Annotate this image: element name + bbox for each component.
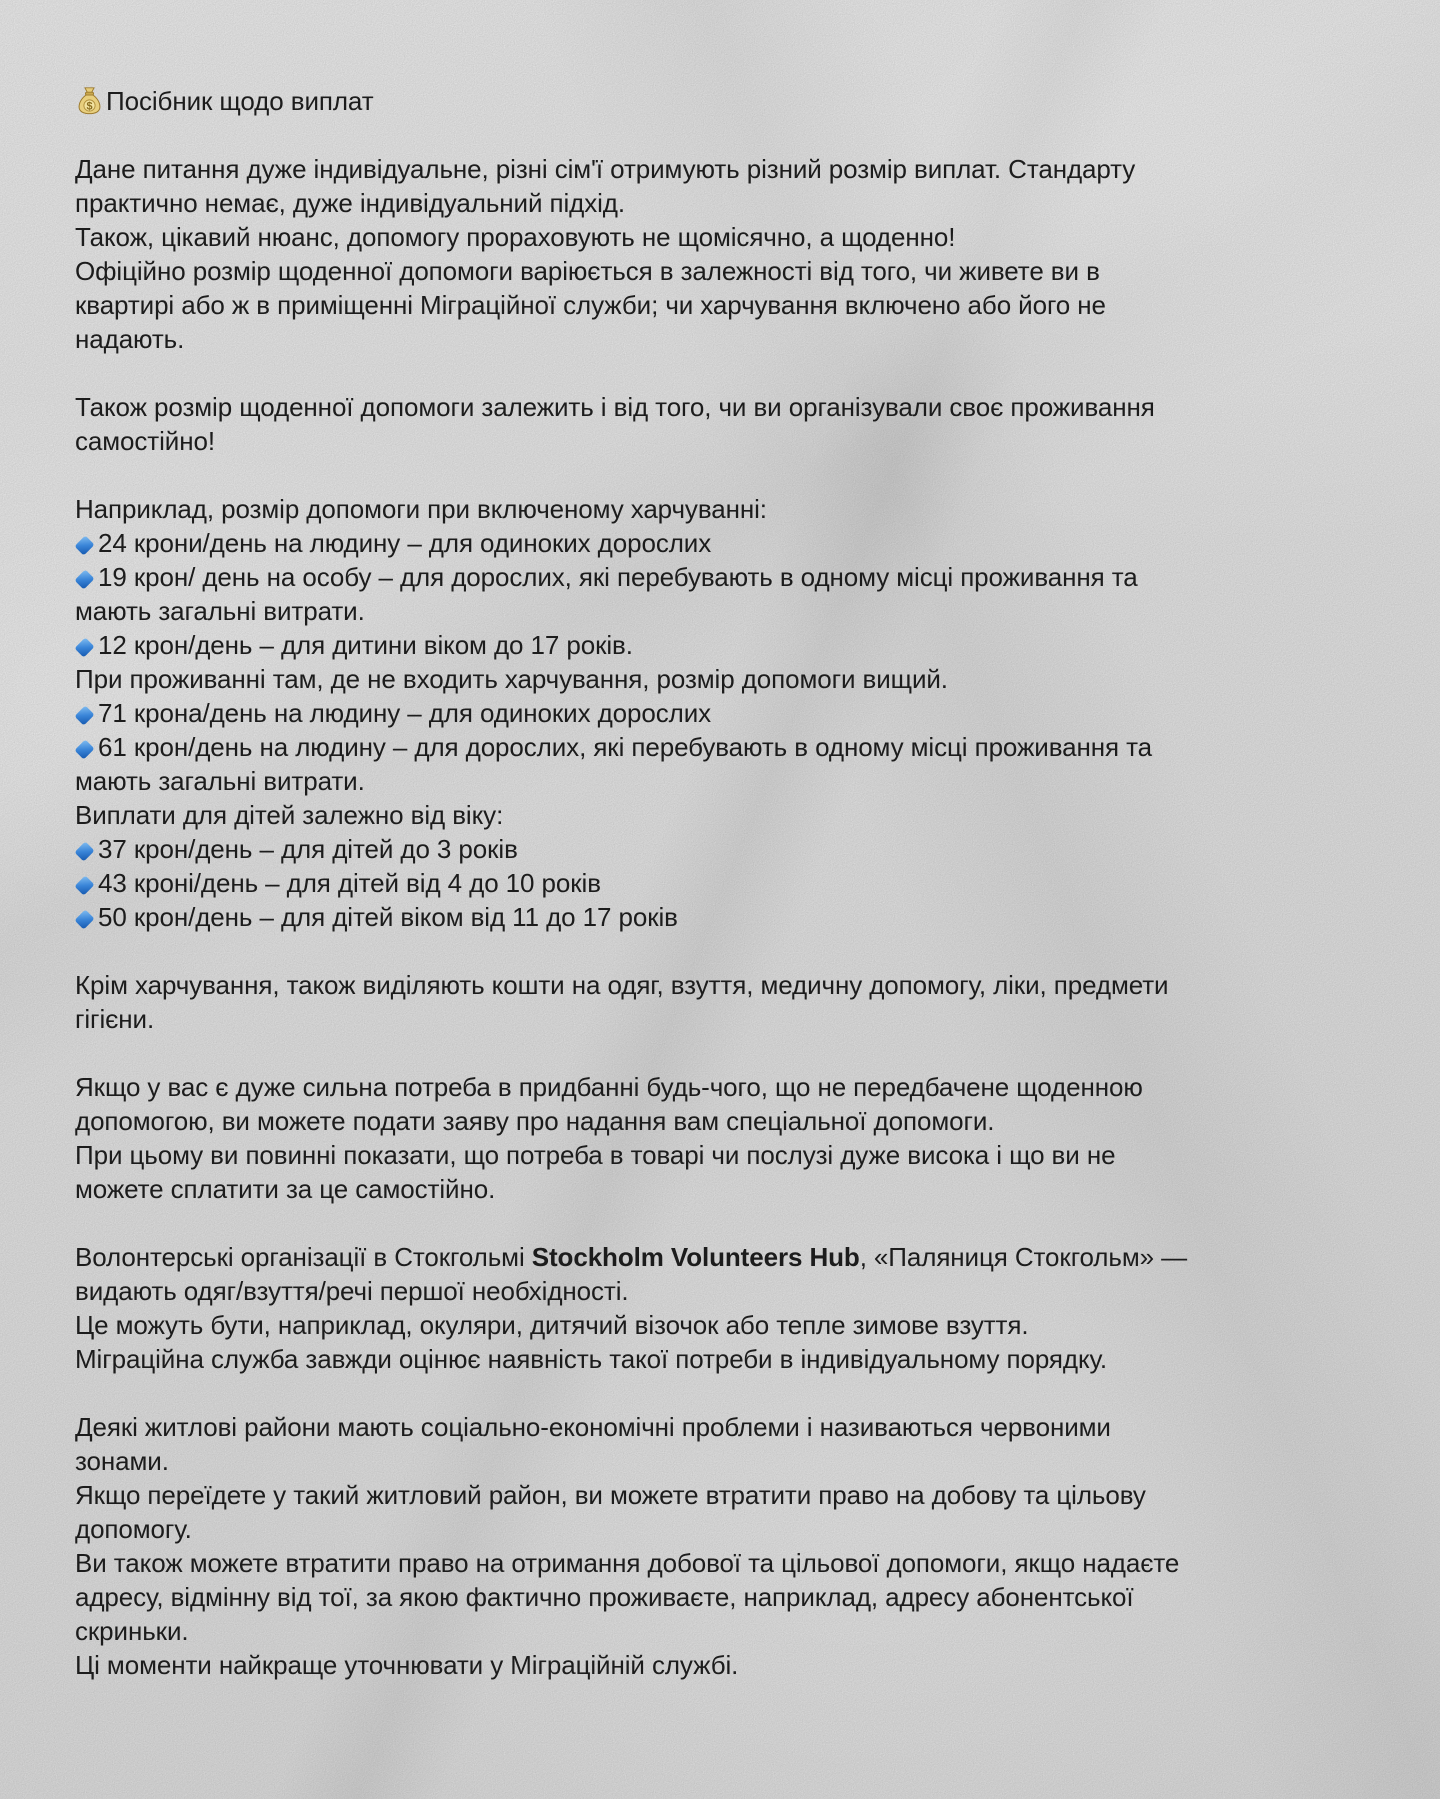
- money-bag-icon: [75, 86, 104, 115]
- text-line: [75, 152, 1190, 220]
- text-run: Якщо у вас є дуже сильна потреба в придбанні будь-чого, що не передбачене щоденною допомогою, ви можете подати заяву про надання вам спеціальної допомоги.: [75, 1072, 1143, 1136]
- text-run: Міграційна служба завжди оцінює наявність такої потреби в індивідуальному порядку.: [75, 1344, 1107, 1374]
- text-run: Волонтерські організації в Стокгольмі: [75, 1242, 532, 1272]
- paragraph: [75, 1070, 1190, 1206]
- svg-text:$: $: [86, 100, 93, 113]
- paragraph: [75, 492, 1190, 934]
- text-run: 50 крон/день – для дітей віком від 11 до 17 років: [98, 902, 678, 932]
- text-line: [75, 1070, 1190, 1138]
- blue-diamond-icon: [74, 739, 94, 759]
- text-line: [75, 798, 1190, 832]
- text-run: При цьому ви повинні показати, що потреба в товарі чи послузі дуже висока і що ви не можете сплатити за це самостійно.: [75, 1140, 1116, 1204]
- text-line: [75, 220, 1190, 254]
- text-run: Це можуть бути, наприклад, окуляри, дитячий візочок або тепле зимове взуття.: [75, 1310, 1029, 1340]
- text-run: 71 крона/день на людину – для одиноких дорослих: [98, 698, 712, 728]
- blue-diamond-icon: [74, 841, 94, 861]
- text-run: 37 крон/день – для дітей до 3 років: [98, 834, 518, 864]
- text-line: [75, 390, 1190, 458]
- text-line: [75, 1410, 1190, 1478]
- blue-diamond-icon: [74, 535, 94, 555]
- page-title: [75, 84, 1190, 118]
- text-line: [75, 1342, 1190, 1376]
- text-line: [75, 492, 1190, 526]
- text-run: Дане питання дуже індивідуальне, різні сім'ї отримують різний розмір виплат. Стандарту практично немає, дуже індивідуальний підхід.: [75, 154, 1136, 218]
- text-run: 12 крон/день – для дитини віком до 17 років.: [98, 630, 633, 660]
- page-title-text: Посібник щодо виплат: [106, 86, 374, 116]
- text-line: [75, 1546, 1190, 1648]
- bullet-line: [75, 628, 1190, 662]
- text-run: Ці моменти найкраще уточнювати у Міграційній службі.: [75, 1650, 739, 1680]
- blue-diamond-icon: [74, 569, 94, 589]
- blue-diamond-icon: [74, 705, 94, 725]
- paragraph: [75, 1240, 1190, 1376]
- blue-diamond-icon: [74, 875, 94, 895]
- text-run: Крім харчування, також виділяють кошти на одяг, взуття, медичну допомогу, ліки, предмети гігієни.: [75, 970, 1169, 1034]
- paragraph: [75, 968, 1190, 1036]
- text-run: Ви також можете втратити право на отримання добової та цільової допомоги, якщо надаєте адресу, відмінну від тої, за якою фактично проживаєте, наприклад, адресу абонентської скриньки.: [75, 1548, 1180, 1646]
- text-run: , «Паляниця Стокгольм» — видають одяг/взуття/речі першої необхідності.: [75, 1242, 1187, 1306]
- paragraph: [75, 390, 1190, 458]
- text-line: [75, 1648, 1190, 1682]
- text-line: [75, 1308, 1190, 1342]
- text-run: 61 крон/день на людину – для дорослих, які перебувають в одному місці проживання та мають загальні витрати.: [75, 732, 1152, 796]
- paragraph: [75, 152, 1190, 356]
- bullet-line: [75, 526, 1190, 560]
- bullet-line: [75, 560, 1190, 628]
- bullet-line: [75, 730, 1190, 798]
- paragraph: [75, 1410, 1190, 1682]
- text-run: Офіційно розмір щоденної допомоги варіюється в залежності від того, чи живете ви в квартирі або ж в приміщенні Міграційної служби; чи харчування включено або його не надають.: [75, 256, 1106, 354]
- blue-diamond-icon: [74, 637, 94, 657]
- text-line: [75, 662, 1190, 696]
- blue-diamond-icon: [74, 909, 94, 929]
- text-run: 19 крон/ день на особу – для дорослих, які перебувають в одному місці проживання та мають загальні витрати.: [75, 562, 1138, 626]
- text-run: 24 крони/день на людину – для одиноких дорослих: [98, 528, 712, 558]
- text-run: При проживанні там, де не входить харчування, розмір допомоги вищий.: [75, 664, 948, 694]
- text-run: 43 кроні/день – для дітей від 4 до 10 років: [98, 868, 601, 898]
- text-line: [75, 1478, 1190, 1546]
- text-line: [75, 254, 1190, 356]
- text-run: Деякі житлові райони мають соціально-економічні проблеми і називаються червоними зонами.: [75, 1412, 1111, 1476]
- text-run: Також розмір щоденної допомоги залежить і від того, чи ви організували своє проживання самостійно!: [75, 392, 1155, 456]
- text-run: Виплати для дітей залежно від віку:: [75, 800, 504, 830]
- text-run: Наприклад, розмір допомоги при включеному харчуванні:: [75, 494, 767, 524]
- bullet-line: [75, 866, 1190, 900]
- text-run: Stockholm Volunteers Hub: [531, 1242, 860, 1272]
- text-line: [75, 1240, 1190, 1308]
- document-paragraphs: [75, 152, 1190, 1682]
- text-line: [75, 968, 1190, 1036]
- text-run: Також, цікавий нюанс, допомогу прораховують не щомісячно, а щоденно!: [75, 222, 956, 252]
- text-line: [75, 1138, 1190, 1206]
- bullet-line: [75, 696, 1190, 730]
- bullet-line: [75, 832, 1190, 866]
- bullet-line: [75, 900, 1190, 934]
- text-run: Якщо переїдете у такий житловий район, ви можете втратити право на добову та цільову допомогу.: [75, 1480, 1146, 1544]
